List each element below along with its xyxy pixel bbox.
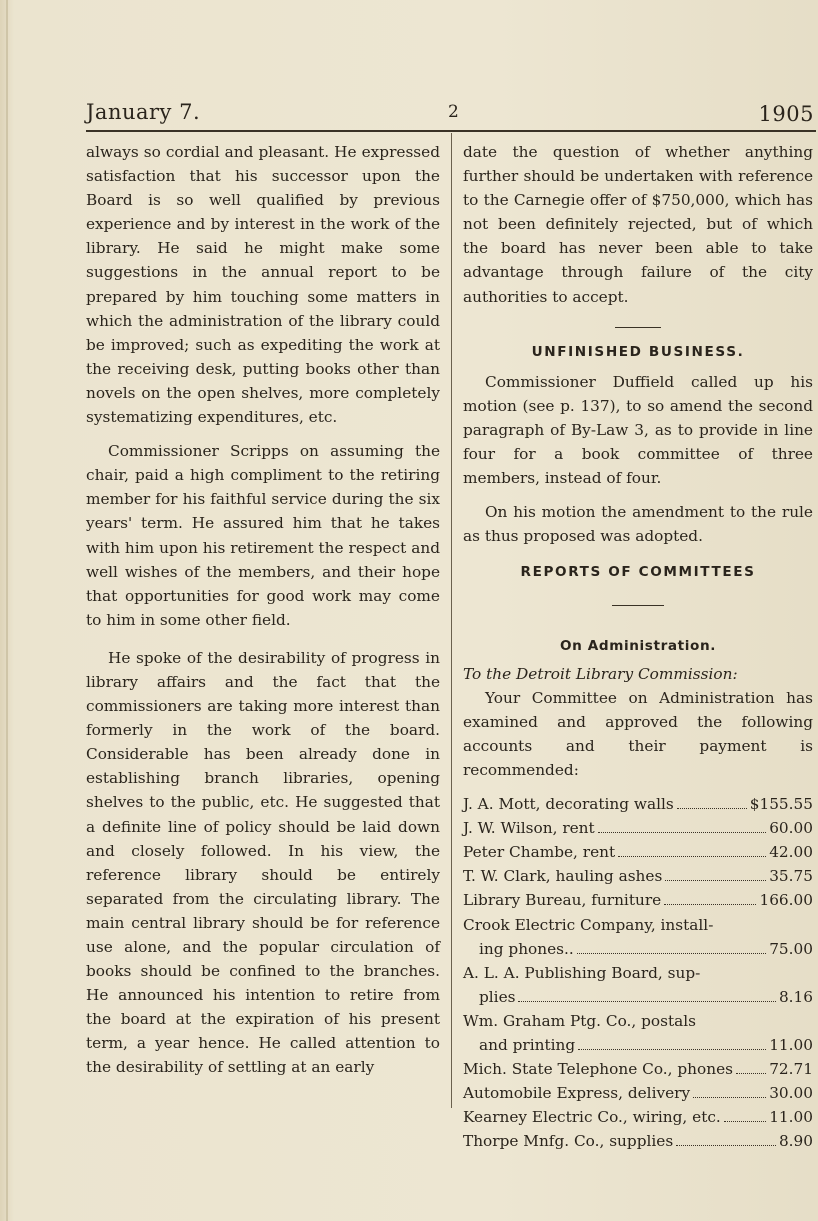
ledger-amount: 30.00 [769, 1084, 813, 1103]
ledger-desc: J. A. Mott, decorating walls [463, 795, 674, 814]
paragraph: date the question of whether anything further should be undertaken with reference to the Carnegie offer of $750,000, which has not been definitely rejected, but of which the board has never been able to take advantage through failure of the city authorities to accept. [463, 143, 813, 306]
ledger-amount: 8.16 [778, 987, 813, 1006]
ledger-row [463, 816, 813, 840]
ledger-desc: Peter Chambe, rent [463, 843, 616, 862]
paragraph: He spoke of the desirability of progress in library affairs and the fact that the commissioners are taking more interest than formerly in the work of the board. Considerable has been already done in establishing branch libraries, opening shelves to the public, etc. He suggested that a definite line of policy should be laid down and closely followed. In his view, the reference library should be entirely separated from the circulating library. The main central library should be for reference use alone, and the popular circulation of books should be confined to the branches. He announced his intention to retire from the board at the expiration of his present term, a year hence. He called attention to the desirability of settling at an early [86, 648, 440, 1077]
ledger-row [463, 1033, 813, 1057]
paragraph: Commissioner Scripps on assuming the chair, paid a high compliment to the retiring member for his faithful service during the six years' term. He assured him that he takes with him upon his retirement the respect and well wishes of the members, and their hope that opportunities for good work may come to him in some other field. [86, 442, 440, 629]
ledger-row [463, 840, 813, 864]
section-heading-unfinished-business: UNFINISHED BUSINESS. [531, 343, 745, 360]
ledger-amount: 8.90 [778, 1132, 813, 1151]
header-page-number: 2 [448, 102, 460, 122]
section-divider [615, 327, 661, 328]
column-divider [451, 133, 452, 1108]
paragraph: Commissioner Duffield called up his motion (see p. 137), to so amend the second paragraph of By-Law 3, as to provide in line four for a book committee of three members, instead of four. [463, 372, 813, 488]
ledger-desc: Library Bureau, furniture [463, 891, 662, 910]
ledger-amount: 60.00 [769, 819, 813, 838]
ledger-row [463, 937, 813, 961]
ledger-desc: A. L. A. Publishing Board, sup- [463, 963, 701, 982]
ledger-desc: Wm. Graham Ptg. Co., postals [463, 1011, 696, 1030]
ledger-row [463, 1105, 813, 1129]
ledger-amount: 35.75 [769, 867, 813, 886]
ledger-desc-continued: ing phones.. [479, 939, 574, 958]
accounts-ledger [463, 792, 813, 1153]
ledger-row [463, 985, 813, 1009]
ledger-desc: Crook Electric Company, install- [463, 915, 714, 934]
header-rule [86, 130, 816, 132]
salutation: To the Detroit Library Commission: [463, 664, 738, 683]
ledger-row [463, 1057, 813, 1081]
section-divider [612, 605, 664, 606]
ledger-desc: Kearney Electric Co., wiring, etc. [463, 1108, 721, 1127]
ledger-amount: 166.00 [759, 891, 813, 910]
paragraph: On his motion the amendment to the rule as thus proposed was adopted. [463, 503, 813, 546]
left-column [86, 140, 440, 1080]
ledger-desc: J. W. Wilson, rent [463, 819, 595, 838]
ledger-amount: 72.71 [769, 1060, 813, 1079]
ledger-row [463, 1129, 813, 1153]
ledger-desc-continued: plies [479, 987, 516, 1006]
ledger-row [463, 1081, 813, 1105]
right-column [463, 140, 813, 1153]
paragraph: always so cordial and pleasant. He expressed satisfaction that his successor upon the Board is so well qualified by previous experience and by interest in the work of the library. He said he might make some suggestions in the annual report to be prepared by him touching some matters in which the administration of the library could be improved; such as expediting the work at the receiving desk, putting books other than novels on the open shelves, more completely systematizing expenditures, etc. [86, 143, 440, 427]
running-header [86, 100, 814, 130]
header-year: 1905 [758, 102, 814, 126]
ledger-amount: $155.55 [749, 795, 813, 814]
ledger-amount: 42.00 [769, 843, 813, 862]
ledger-desc: T. W. Clark, hauling ashes [463, 867, 663, 886]
ledger-amount: 11.00 [769, 1036, 813, 1054]
binding-edge [6, 0, 8, 1221]
ledger-row [463, 888, 813, 912]
paragraph: Your Committee on Administration has examined and approved the following accounts and their payment is recommended: [463, 688, 813, 779]
ledger-desc-continued: and printing [479, 1036, 576, 1054]
section-heading-reports: REPORTS OF COMMITTEES [520, 564, 756, 581]
ledger-desc: Mich. State Telephone Co., phones [463, 1060, 733, 1079]
ledger-row [463, 864, 813, 888]
ledger-desc: Automobile Express, delivery [463, 1084, 691, 1103]
ledger-desc: Thorpe Mnfg. Co., supplies [463, 1132, 674, 1151]
subheading-administration: On Administration. [560, 637, 716, 654]
ledger-row [463, 792, 813, 816]
ledger-amount: 75.00 [769, 939, 813, 958]
header-date: January 7. [86, 100, 201, 124]
ledger-amount: 11.00 [769, 1108, 813, 1127]
